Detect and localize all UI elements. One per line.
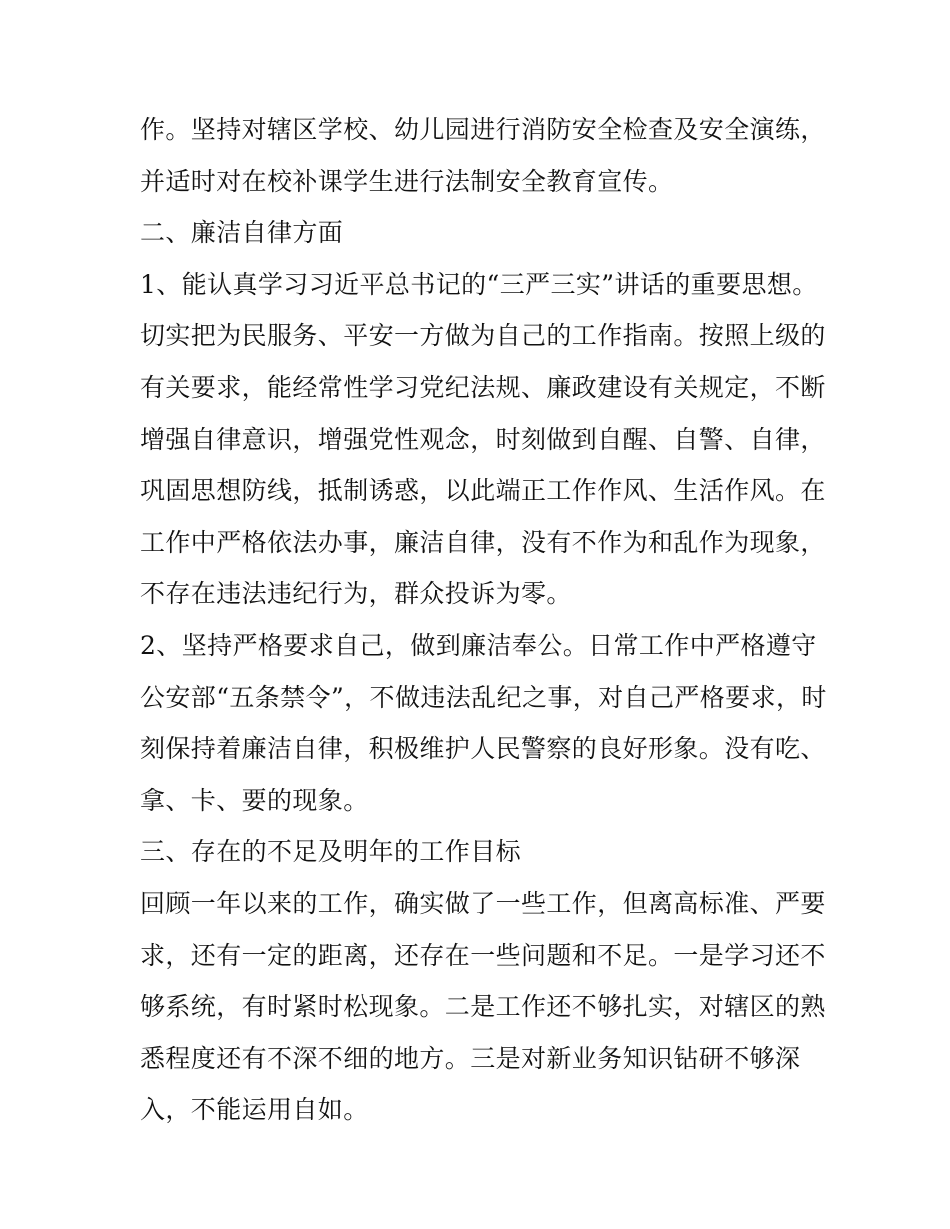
text-line-20: 入，不能运用自如。 [140,1095,369,1125]
text-line-13: 刻保持着廉洁自律，积极维护人民警察的良好形象。没有吃、 [140,734,826,764]
text-line-6: 有关要求，能经常性学习党纪法规、廉政建设有关规定，不断 [140,372,826,402]
text-line-5: 切实把为民服务、平安一方做为自己的工作指南。按照上级的 [140,321,826,351]
text-line-1: 作。坚持对辖区学校、幼儿园进行消防安全检查及安全演练， [140,115,826,144]
text-line-2: 并适时对在校补课学生进行法制安全教育宣传。 [140,166,674,196]
text-line-14: 拿、卡、要的现象。 [140,785,369,815]
text-line-11: 2、坚持严格要求自己，做到廉洁奉公。日常工作中严格遵守 [140,630,817,660]
text-line-9: 工作中严格依法办事，廉洁自律，没有不作为和乱作为现象， [140,527,826,557]
text-line-19: 悉程度还有不深不细的地方。三是对新业务知识钻研不够深 [140,1043,801,1073]
text-line-16: 回顾一年以来的工作，确实做了一些工作，但离高标准、严要 [140,888,826,918]
section-heading-2: 二、廉洁自律方面 [140,218,344,248]
text-line-10: 不存在违法违纪行为，群众投诉为零。 [140,579,572,609]
section-heading-3: 三、存在的不足及明年的工作目标 [140,837,522,867]
text-line-17: 求，还有一定的距离，还存在一些问题和不足。一是学习还不 [140,940,826,970]
text-line-8: 巩固思想防线，抵制诱惑，以此端正工作作风、生活作风。在 [140,476,826,506]
text-line-12: 公安部“五条禁令”，不做违法乱纪之事，对自己严格要求，时 [140,682,827,712]
document-body [140,104,827,1136]
text-line-4: 1、能认真学习习近平总书记的“三严三实”讲话的重要思想。 [140,269,818,299]
text-line-7: 增强自律意识，增强党性观念，时刻做到自醒、自警、自律， [140,424,826,454]
text-line-18: 够系统，有时紧时松现象。二是工作还不够扎实，对辖区的熟 [140,992,826,1022]
